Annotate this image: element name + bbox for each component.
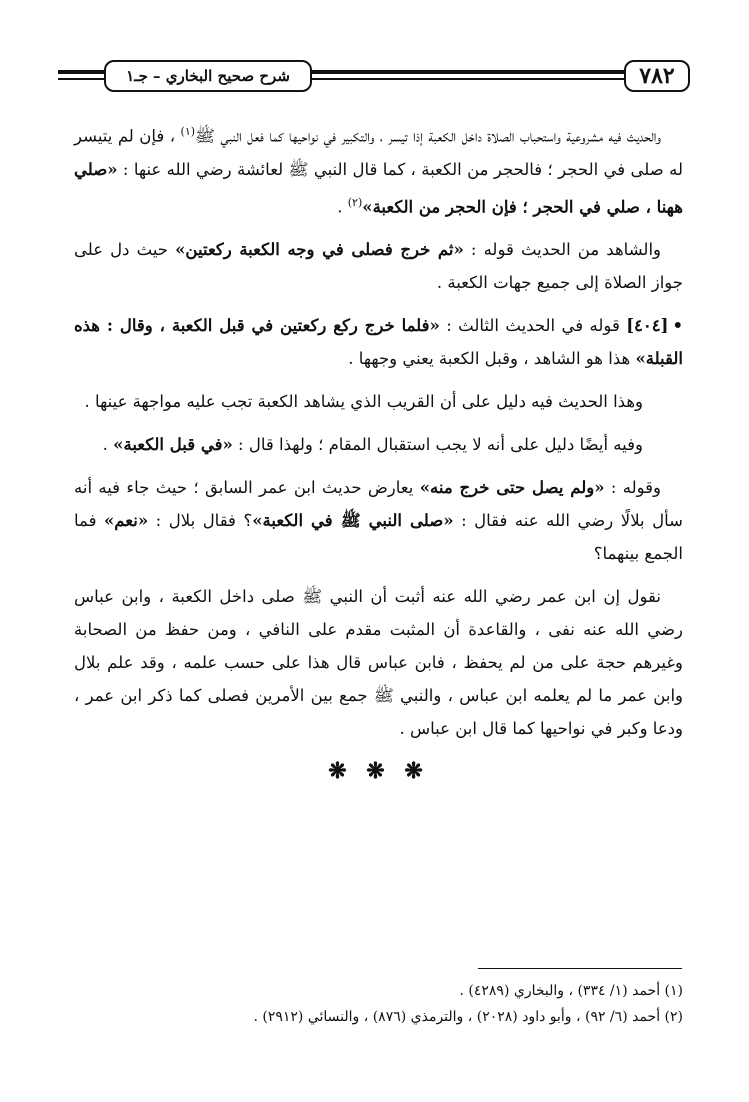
page-number: ٧٨٢	[624, 60, 690, 92]
text-span: يعارض حديث ابن عمر السابق ؛ حيث جاء فيه أنه سأل بلالًا رضي الله عنه فقال :	[74, 478, 683, 530]
paragraph	[74, 115, 683, 223]
hadith-quote: «ثم خرج فصلى في وجه الكعبة ركعتين»	[175, 240, 464, 259]
hadith-quote: «فلما خرج ركع ركعتين في قبل الكعبة ، وقال : هذه القبلة»	[74, 316, 683, 368]
paragraph: نقول إن ابن عمر رضي الله عنه أثبت أن النبي ﷺ صلى داخل الكعبة ، وابن عباس رضي الله عنه نفى ، والقاعدة أن المثبت مقدم على النافي ، ومن حفظ من الصحابة وغيرهم حجة على من لم يحفظ ، فابن عباس قال هذا على حسب علمه ، وقد علم بلال وابن عمر ما لم يعلمه ابن عباس ، والنبي ﷺ جمع بين الأمرين فصلى كما ذكر ابن عمر ، ودعا وكبر في نواحيها كما قال ابن عباس .	[74, 587, 683, 738]
hadith-quote: «صلي ههنا ، صلي في الحجر ؛ فإن الحجر من الكعبة»	[74, 159, 683, 216]
text-span: .	[337, 197, 348, 216]
text-span: والشاهد من الحديث قوله :	[463, 240, 661, 259]
footnote-ref: (١)	[180, 125, 196, 138]
footnotes	[74, 978, 683, 1030]
text-span: ؟ فقال بلال :	[148, 511, 253, 530]
text-span: وقوله :	[604, 478, 661, 497]
bullet-icon: •	[672, 316, 683, 335]
paragraph	[74, 471, 683, 570]
text-span: قوله في الحديث الثالث :	[439, 316, 627, 335]
text-span: والحديث فيه مشروعية واستحباب الصلاة داخل الكعبة إذا تيسر ، والتكبير في نواحيها كما فعل النبي ﷺ	[195, 126, 661, 146]
footnote: (١) أحمد (١/ ٣٣٤) ، والبخاري (٤٢٨٩) .	[459, 983, 683, 999]
page-header	[58, 58, 690, 98]
paragraph: وهذا الحديث فيه دليل على أن القريب الذي يشاهد الكعبة تجب عليه مواجهة عينها .	[84, 392, 643, 411]
paragraph	[74, 309, 683, 375]
book-title: شرح صحيح البخاري – جـ١	[104, 60, 312, 92]
hadith-number: [٤٠٤]	[626, 316, 669, 335]
text-span: هذا هو الشاهد ، وقبل الكعبة يعني وجهها .	[348, 349, 636, 368]
main-text	[74, 115, 683, 788]
text-span: .	[102, 435, 114, 454]
text-span: فما الجمع بينهما؟	[74, 511, 683, 563]
footnote: (٢) أحمد (٦/ ٩٢) ، وأبو داود (٢٠٢٨) ، والترمذي (٨٧٦) ، والنسائي (٢٩١٢) .	[253, 1009, 683, 1025]
hadith-quote: «نعم»	[103, 511, 149, 530]
text-span: حيث دل على جواز الصلاة إلى جميع جهات الكعبة .	[74, 240, 683, 292]
text-span: ، فإن لم يتيسر له صلى في الحجر ؛ فالحجر من الكعبة ، كما قال النبي ﷺ لعائشة رضي الله عنها :	[74, 126, 683, 179]
paragraph	[74, 428, 683, 461]
hadith-quote: «في قبل الكعبة»	[113, 435, 233, 454]
paragraph	[74, 233, 683, 299]
footnote-ref: (٢)	[347, 195, 363, 209]
hadith-quote: «ولم يصل حتى خرج منه»	[419, 478, 605, 497]
footnote-rule	[478, 968, 682, 969]
hadith-quote: «صلى النبي ﷺ في الكعبة»	[252, 511, 454, 530]
section-separator: ❋ ❋ ❋	[328, 758, 429, 784]
text-span: وفيه أيضًا دليل على أنه لا يجب استقبال المقام ؛ ولهذا قال :	[232, 435, 643, 454]
